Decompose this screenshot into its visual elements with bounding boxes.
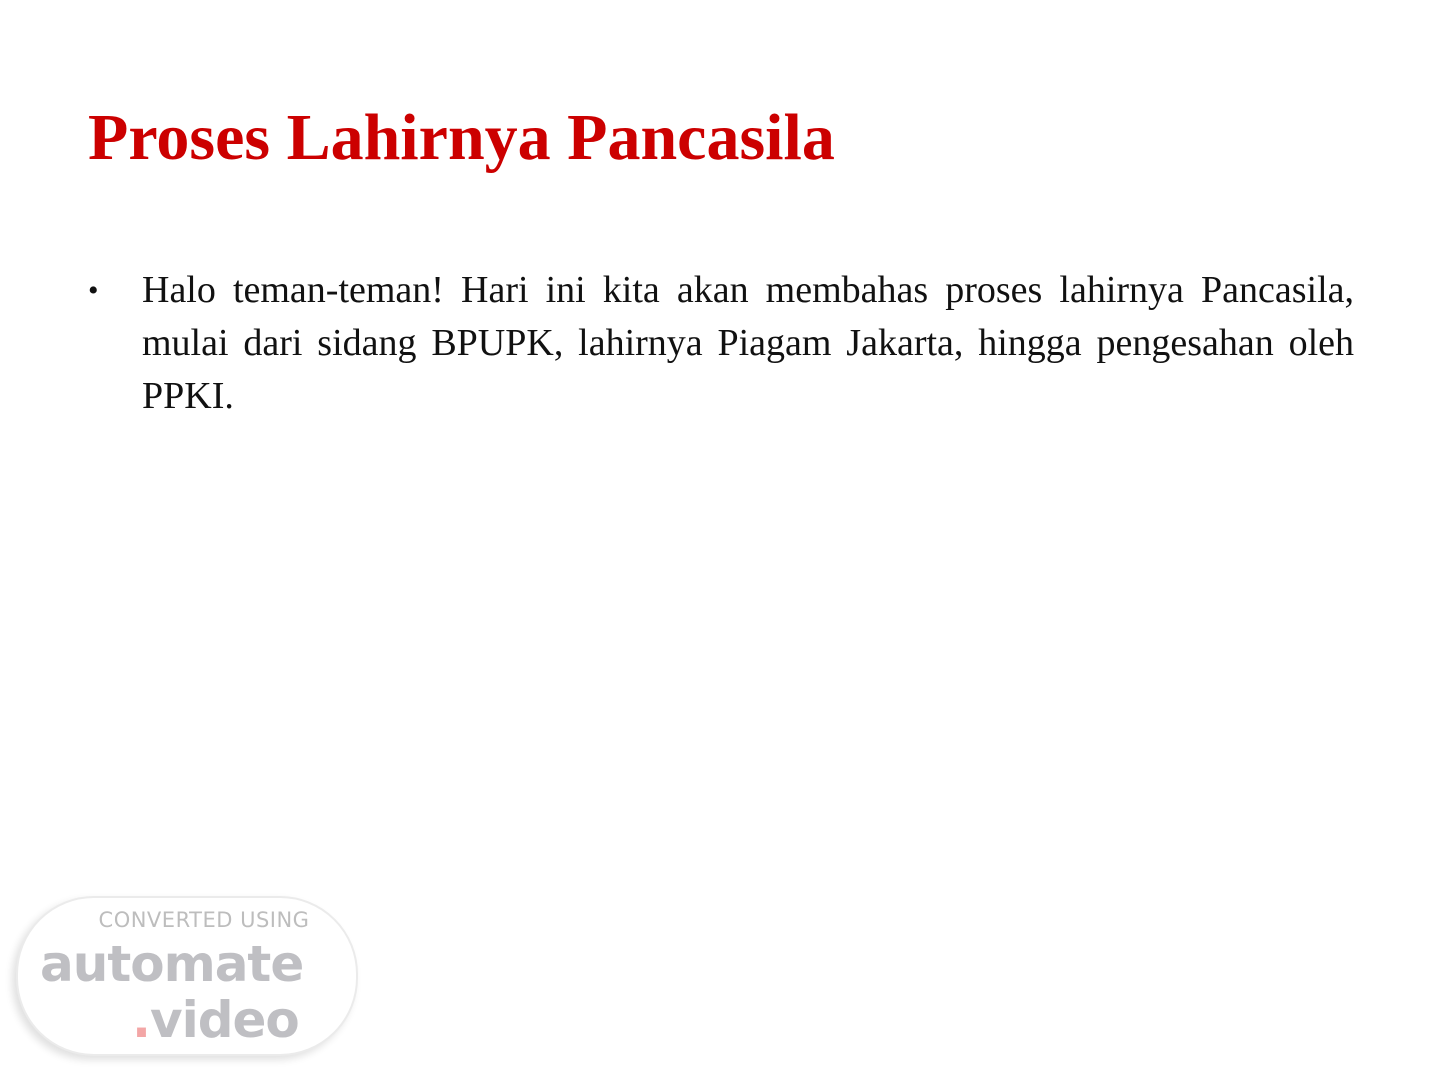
watermark-brand-suffix: video xyxy=(150,991,299,1049)
bullet-marker: • xyxy=(88,274,99,307)
slide-title-container xyxy=(88,96,892,186)
watermark-caption: CONVERTED USING xyxy=(98,908,310,932)
watermark-brand-suffix-line xyxy=(132,990,299,1050)
bullet-item xyxy=(88,264,1354,423)
watermark-brand-dot: . xyxy=(132,991,150,1049)
watermark-brand-main: automate xyxy=(40,935,304,993)
slide-title: Proses Lahirnya Pancasila xyxy=(88,101,835,174)
automate-video-watermark xyxy=(16,896,358,1056)
bullet-list xyxy=(88,264,1354,423)
bullet-text: Halo teman-teman! Hari ini kita akan membahas proses lahirnya Pancasila, mulai dari sidang BPUPK, lahirnya Piagam Jakarta, hingga pengesahan oleh PPKI. xyxy=(142,269,1354,417)
